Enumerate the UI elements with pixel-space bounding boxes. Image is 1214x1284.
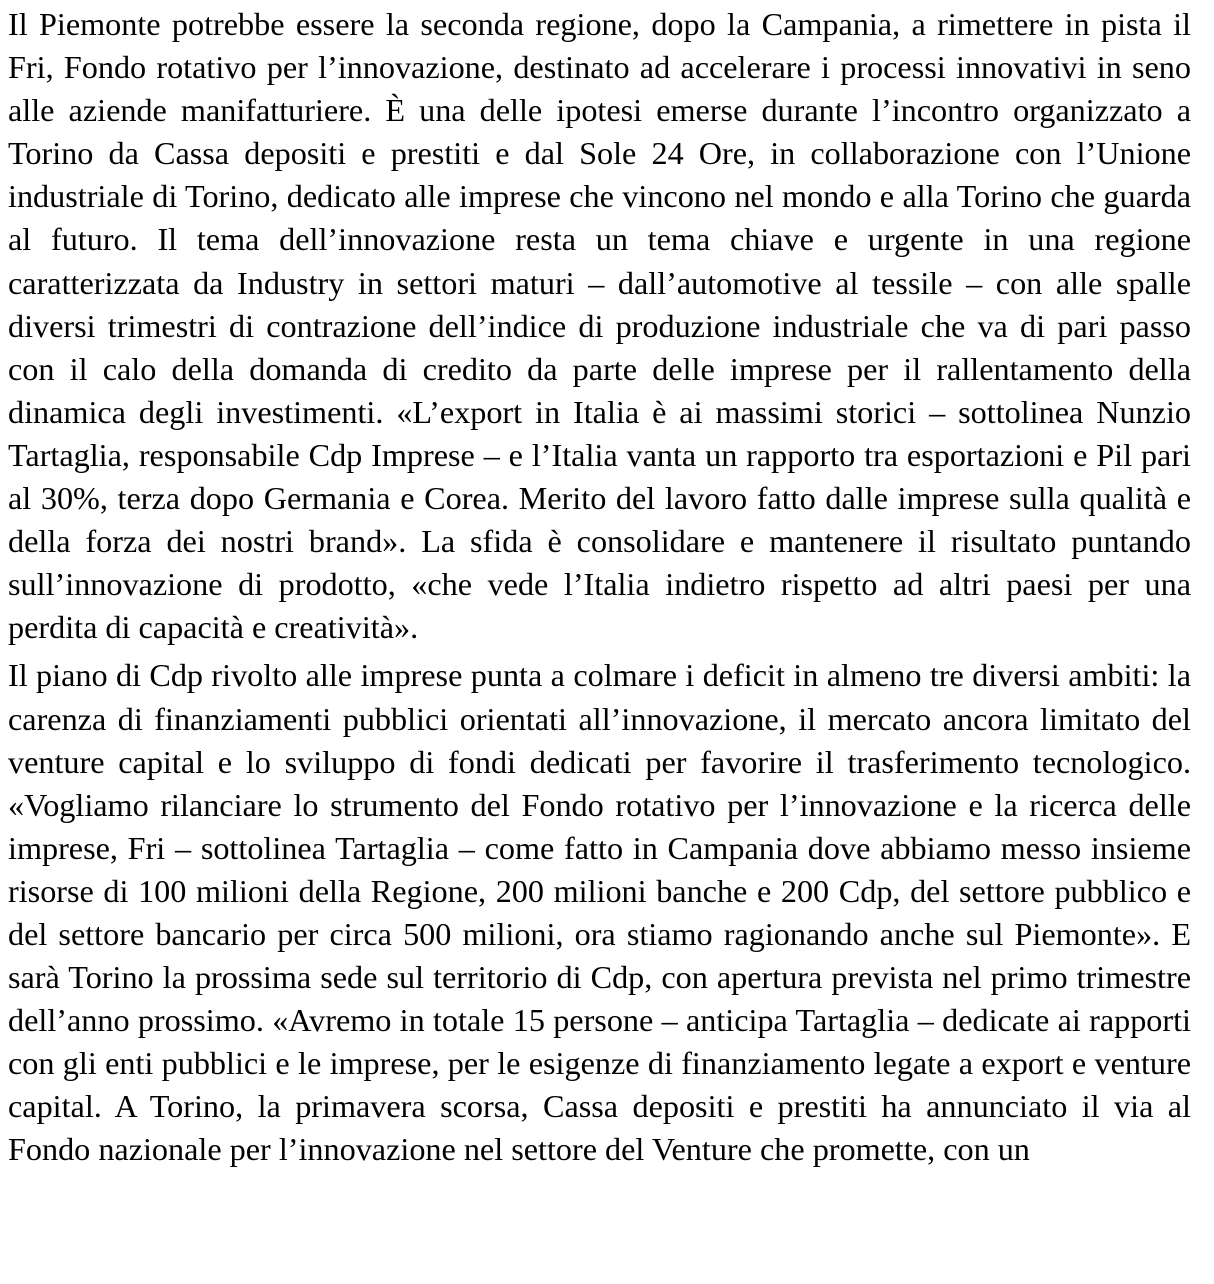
article-body bbox=[8, 3, 1191, 1172]
paragraph-1: Il Piemonte potrebbe essere la seconda regione, dopo la Campania, a rimettere in pista il Fri, Fondo rotativo per l’innovazione, destinato ad accelerare i processi innovativi in seno alle aziende manifatturiere. È una delle ipotesi emerse durante l’incontro organizzato a Torino da Cassa depositi e prestiti e dal Sole 24 Ore, in collaborazione con l’Unione industriale di Torino, dedicato alle imprese che vincono nel mondo e alla Torino che guarda al futuro. Il tema dell’innovazione resta un tema chiave e urgente in una regione caratterizzata da Industry in settori maturi – dall’automotive al tessile – con alle spalle diversi trimestri di contrazione dell’indice di produzione industriale che va di pari passo con il calo della domanda di credito da parte delle imprese per il rallentamento della dinamica degli investimenti. «L’export in Italia è ai massimi storici – sottolinea Nunzio Tartaglia, responsabile Cdp Imprese – e l’Italia vanta un rapporto tra esportazioni e Pil pari al 30%, terza dopo Germania e Corea. Merito del lavoro fatto dalle imprese sulla qualità e della forza dei nostri brand». La sfida è consolidare e mantenere il risultato puntando sull’innovazione di prodotto, «che vede l’Italia indietro rispetto ad altri paesi per una perdita di capacità e creatività». bbox=[8, 6, 1191, 646]
paragraph-2: Il piano di Cdp rivolto alle imprese punta a colmare i deficit in almeno tre diversi ambiti: la carenza di finanziamenti pubblici orientati all’innovazione, il mercato ancora limitato del venture capital e lo sviluppo di fondi dedicati per favorire il trasferimento tecnologico. «Vogliamo rilanciare lo strumento del Fondo rotativo per l’innovazione e la ricerca delle imprese, Fri – sottolinea Tartaglia – come fatto in Campania dove abbiamo messo insieme risorse di 100 milioni della Regione, 200 milioni banche e 200 Cdp, del settore pubblico e del settore bancario per circa 500 milioni, ora stiamo ragionando anche sul Piemonte». E sarà Torino la prossima sede sul territorio di Cdp, con apertura prevista nel primo trimestre dell’anno prossimo. «Avremo in totale 15 persone – anticipa Tartaglia – dedicate ai rapporti con gli enti pubblici e le imprese, per le esigenze di finanziamento legate a export e venture capital. A Torino, la primavera scorsa, Cassa depositi e prestiti ha annunciato il via al Fondo nazionale per l’innovazione nel settore del Venture che promette, con un bbox=[8, 657, 1191, 1168]
